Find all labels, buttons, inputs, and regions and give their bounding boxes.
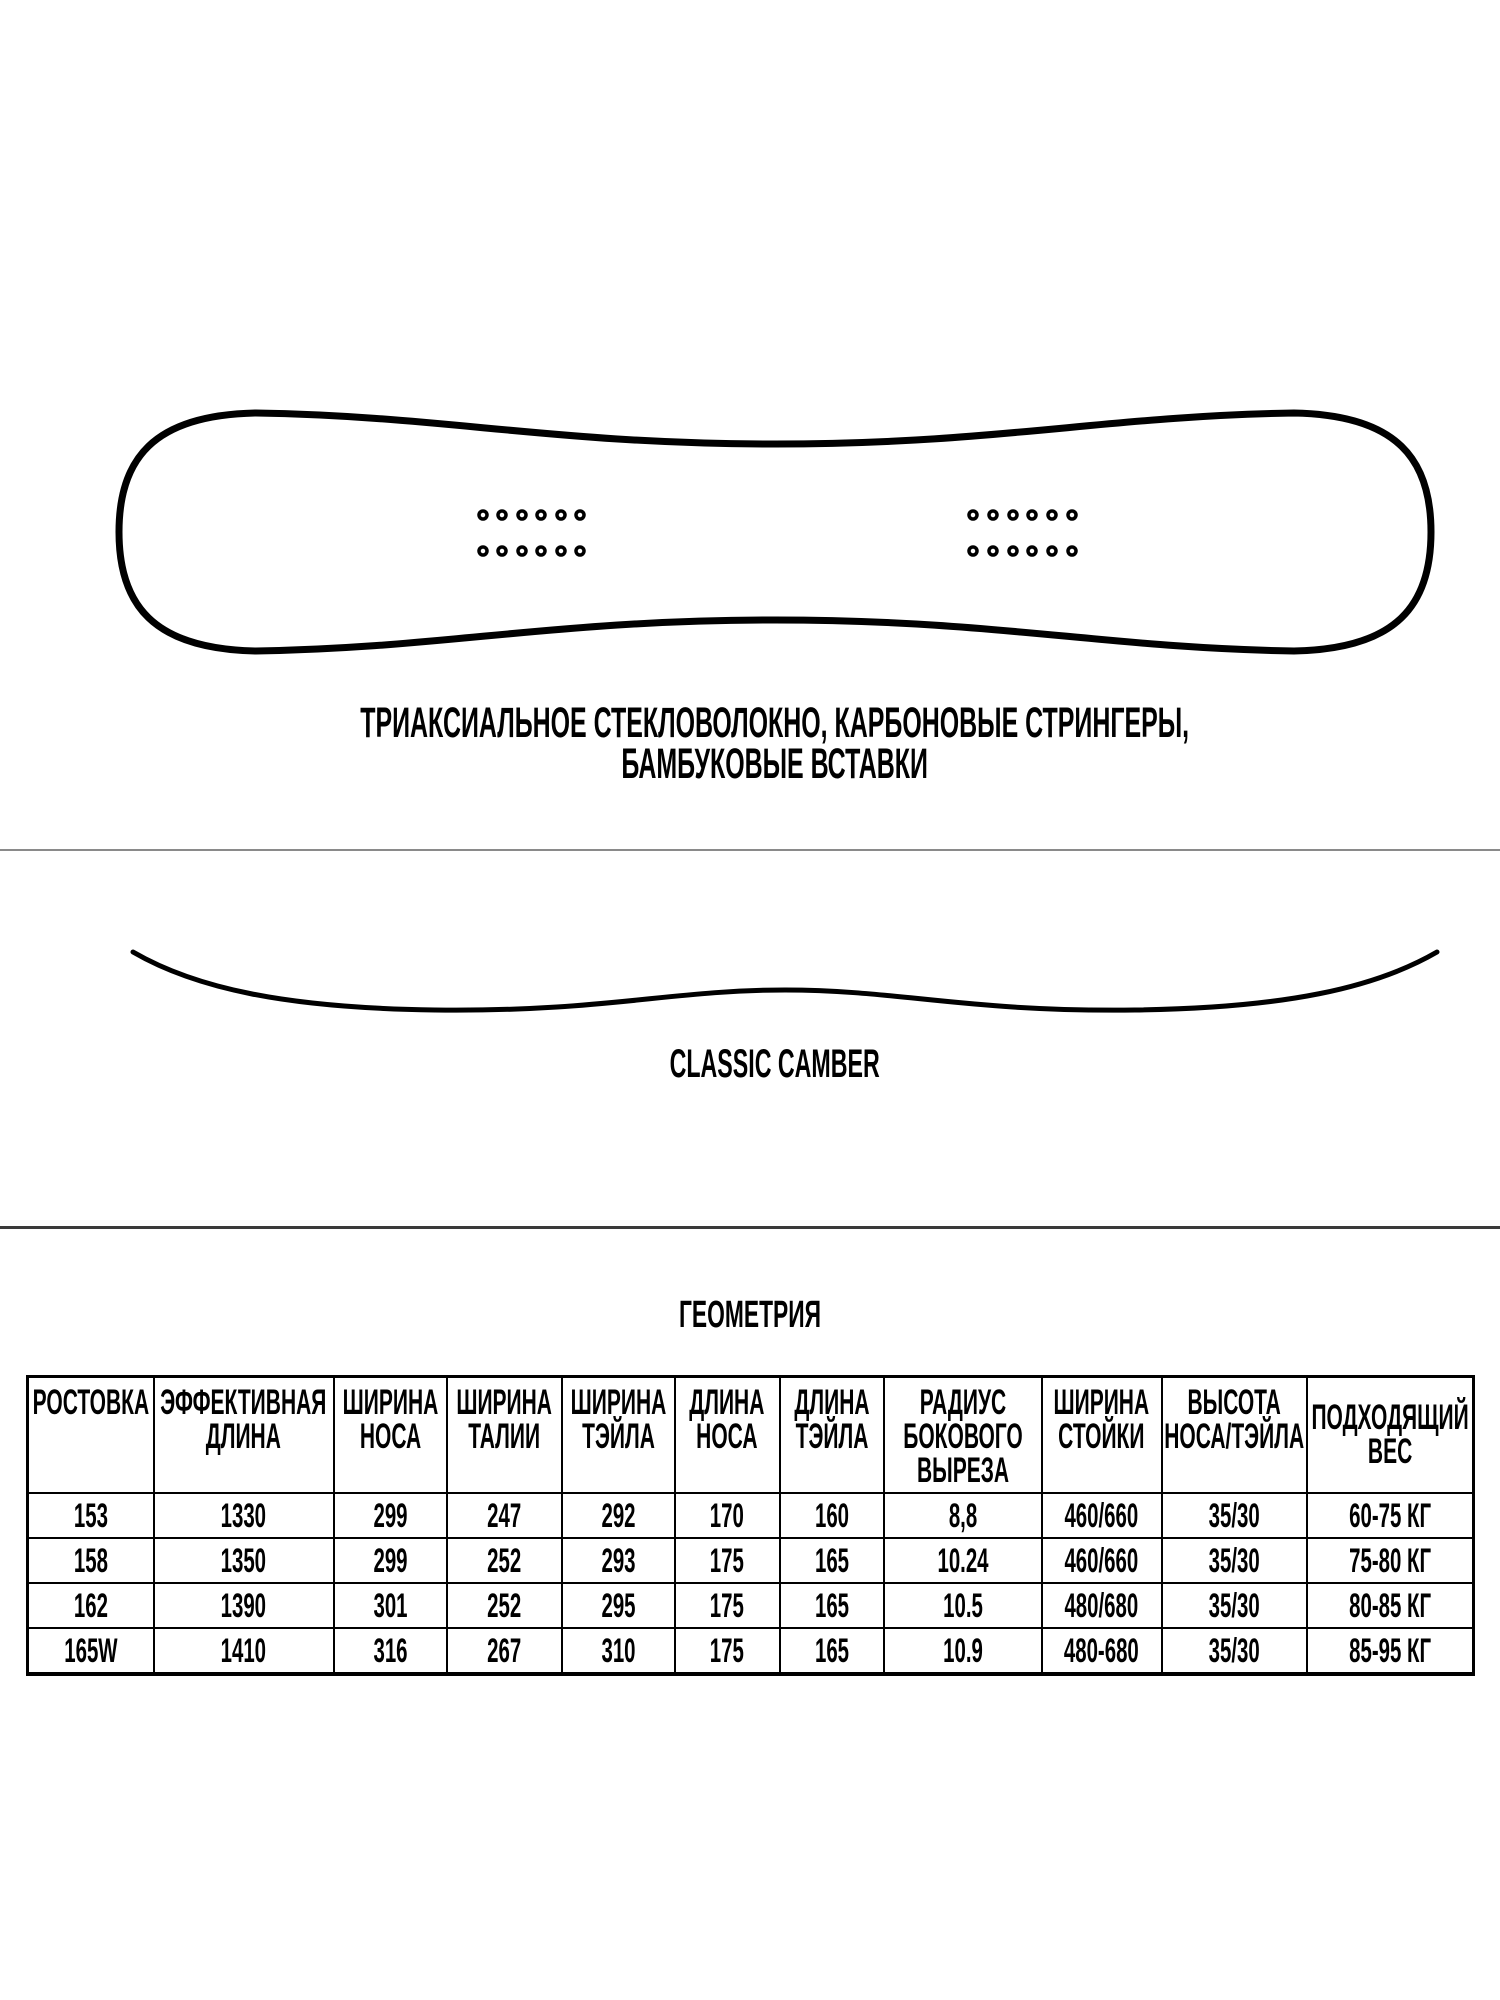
spec-cell — [780, 1493, 884, 1538]
spec-value: 170 — [709, 1496, 745, 1535]
column-header-size — [28, 1377, 154, 1494]
geometry-table-body — [28, 1493, 1474, 1674]
materials-caption — [114, 699, 1436, 788]
spec-cell — [562, 1493, 675, 1538]
board-outline — [119, 413, 1431, 651]
column-header-nose-width — [334, 1377, 447, 1494]
camber-caption-text: CLASSIC CAMBER — [669, 1042, 881, 1086]
spec-value: 301 — [372, 1586, 408, 1625]
column-header-stance-width — [1042, 1377, 1162, 1494]
spec-cell — [28, 1493, 154, 1538]
column-header-sidecut-radius — [884, 1377, 1042, 1494]
spec-value: 35/30 — [1208, 1631, 1260, 1670]
camber-caption — [114, 1044, 1436, 1084]
spec-value: 267 — [486, 1631, 522, 1670]
spec-value: 35/30 — [1208, 1541, 1260, 1580]
column-header-tail-width — [562, 1377, 675, 1494]
column-header-label: ВЫСОТА НОСА/ТЭЙЛА — [1164, 1383, 1304, 1456]
spec-value: 1330 — [220, 1496, 267, 1535]
camber-curve — [133, 952, 1437, 1010]
spec-cell — [884, 1538, 1042, 1583]
spec-cell — [1307, 1538, 1474, 1583]
column-header-label: ШИРИНА ТАЛИИ — [456, 1383, 552, 1456]
spec-cell — [562, 1583, 675, 1628]
section-divider-top — [0, 849, 1500, 851]
spec-value: 1390 — [220, 1586, 267, 1625]
column-header-label: ШИРИНА СТОЙКИ — [1053, 1383, 1150, 1456]
spec-value: 10.24 — [936, 1541, 989, 1580]
spec-value: 10.9 — [942, 1631, 983, 1670]
spec-value: 85-95 КГ — [1348, 1631, 1431, 1670]
materials-line-1: ТРИАКСИАЛЬНОЕ СТЕКЛОВОЛОКНО, КАРБОНОВЫЕ СТРИНГЕРЫ, — [360, 699, 1190, 747]
spec-cell — [447, 1628, 562, 1674]
spec-cell — [675, 1628, 780, 1674]
column-header-effective-length — [154, 1377, 334, 1494]
spec-value: 316 — [372, 1631, 408, 1670]
spec-cell — [154, 1583, 334, 1628]
spec-value: 80-85 КГ — [1348, 1586, 1431, 1625]
spec-cell — [562, 1628, 675, 1674]
spec-value: 35/30 — [1208, 1586, 1260, 1625]
spec-cell — [1162, 1628, 1307, 1674]
column-header-label: ПОДХОДЯЩИЙ ВЕС — [1311, 1398, 1469, 1471]
spec-value: 35/30 — [1208, 1496, 1260, 1535]
table-row-162 — [28, 1583, 1474, 1628]
section-divider-bottom — [0, 1226, 1500, 1229]
spec-value: 158 — [73, 1541, 108, 1580]
column-header-label: ЭФФЕКТИВНАЯ ДЛИНА — [160, 1383, 327, 1456]
column-header-label: ШИРИНА ТЭЙЛА — [570, 1383, 666, 1456]
spec-cell — [1042, 1628, 1162, 1674]
spec-cell — [447, 1583, 562, 1628]
spec-value: 252 — [486, 1586, 522, 1625]
column-header-label: РАДИУС БОКОВОГО ВЫРЕЗА — [902, 1383, 1023, 1490]
spec-cell — [447, 1493, 562, 1538]
spec-cell — [154, 1628, 334, 1674]
spec-cell — [1162, 1583, 1307, 1628]
spec-value: 175 — [709, 1631, 745, 1670]
spec-value: 153 — [73, 1496, 108, 1535]
spec-value: 295 — [600, 1586, 636, 1625]
spec-value: 75-80 КГ — [1348, 1541, 1431, 1580]
table-row-165w — [28, 1628, 1474, 1674]
snowboard-top-view-diagram — [114, 400, 1436, 668]
spec-cell — [1042, 1493, 1162, 1538]
table-row-153 — [28, 1493, 1474, 1538]
spec-value: 165 — [814, 1631, 849, 1670]
spec-value: 175 — [709, 1541, 745, 1580]
spec-value: 292 — [600, 1496, 636, 1535]
spec-cell — [1307, 1583, 1474, 1628]
spec-cell — [1042, 1538, 1162, 1583]
column-header-waist-width — [447, 1377, 562, 1494]
spec-value: 299 — [372, 1541, 408, 1580]
table-row-158 — [28, 1538, 1474, 1583]
column-header-label: ДЛИНА ТЭЙЛА — [793, 1383, 870, 1456]
spec-cell — [28, 1538, 154, 1583]
spec-value: 480/680 — [1064, 1586, 1139, 1625]
spec-value: 1350 — [220, 1541, 267, 1580]
spec-value: 165W — [64, 1631, 118, 1670]
column-header-tail-length — [780, 1377, 884, 1494]
geometry-title-text: ГЕОМЕТРИЯ — [679, 1294, 821, 1336]
spec-value: 160 — [814, 1496, 849, 1535]
spec-value: 293 — [600, 1541, 636, 1580]
spec-value: 1410 — [220, 1631, 267, 1670]
spec-value: 252 — [486, 1541, 522, 1580]
camber-profile-diagram — [125, 940, 1445, 1035]
materials-line-2: БАМБУКОВЫЕ ВСТАВКИ — [621, 740, 929, 788]
spec-value: 10.5 — [942, 1586, 983, 1625]
spec-value: 60-75 КГ — [1348, 1496, 1431, 1535]
spec-cell — [780, 1628, 884, 1674]
spec-cell — [780, 1538, 884, 1583]
geometry-table-header — [28, 1377, 1474, 1494]
spec-cell — [1162, 1538, 1307, 1583]
column-header-label: ШИРИНА НОСА — [342, 1383, 438, 1456]
column-header-nose-length — [675, 1377, 780, 1494]
spec-cell — [154, 1538, 334, 1583]
spec-value: 165 — [814, 1586, 849, 1625]
column-header-label: ДЛИНА НОСА — [689, 1383, 765, 1456]
spec-cell — [562, 1538, 675, 1583]
geometry-table — [26, 1375, 1475, 1676]
spec-value: 165 — [814, 1541, 849, 1580]
spec-value: 299 — [372, 1496, 408, 1535]
spec-cell — [675, 1538, 780, 1583]
spec-cell — [1042, 1583, 1162, 1628]
geometry-title — [0, 1296, 1500, 1334]
column-header-nose-tail-height — [1162, 1377, 1307, 1494]
spec-value: 480-680 — [1064, 1631, 1139, 1670]
column-header-rider-weight — [1307, 1377, 1474, 1494]
header-row — [28, 1377, 1474, 1494]
spec-value: 247 — [486, 1496, 522, 1535]
spec-value: 175 — [709, 1586, 745, 1625]
spec-cell — [447, 1538, 562, 1583]
spec-cell — [334, 1583, 447, 1628]
spec-cell — [334, 1628, 447, 1674]
spec-cell — [334, 1538, 447, 1583]
spec-cell — [154, 1493, 334, 1538]
spec-value: 8,8 — [948, 1496, 977, 1535]
spec-cell — [1307, 1493, 1474, 1538]
spec-value: 460/660 — [1064, 1496, 1139, 1535]
column-header-label: РОСТОВКА — [32, 1383, 150, 1422]
spec-cell — [28, 1583, 154, 1628]
spec-cell — [334, 1493, 447, 1538]
spec-cell — [884, 1493, 1042, 1538]
spec-value: 162 — [73, 1586, 108, 1625]
spec-cell — [780, 1583, 884, 1628]
spec-cell — [675, 1493, 780, 1538]
spec-cell — [884, 1628, 1042, 1674]
spec-value: 310 — [600, 1631, 636, 1670]
spec-cell — [675, 1583, 780, 1628]
spec-cell — [1307, 1628, 1474, 1674]
spec-cell — [1162, 1493, 1307, 1538]
spec-cell — [28, 1628, 154, 1674]
spec-cell — [884, 1583, 1042, 1628]
spec-value: 460/660 — [1064, 1541, 1139, 1580]
